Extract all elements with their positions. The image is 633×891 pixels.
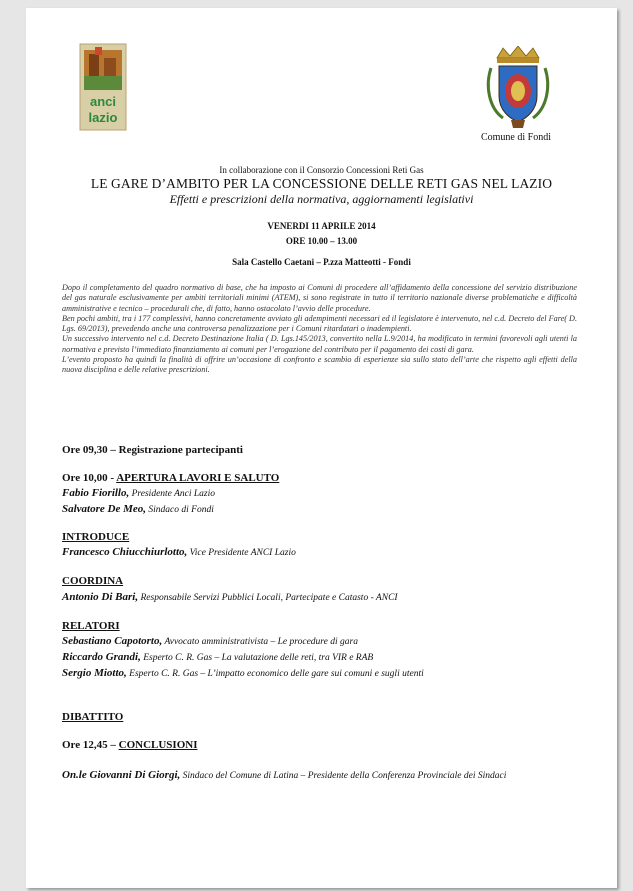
introduce-heading: INTRODUCE <box>62 531 130 543</box>
speaker-name: Francesco Chiucchiurlotto, <box>62 546 188 558</box>
speaker-name: Antonio Di Bari, <box>62 591 139 603</box>
event-venue: Sala Castello Caetani – P.zza Matteotti - Fondi <box>232 257 411 267</box>
opening-line <box>62 472 602 485</box>
document-page <box>26 8 617 888</box>
speaker-name: On.le Giovanni Di Giorgi, <box>62 769 181 781</box>
anci-lazio-logo <box>78 42 128 132</box>
speaker-line <box>62 667 602 681</box>
speaker-name: Sebastiano Capotorto, <box>62 635 163 647</box>
speaker-role: Presidente Anci Lazio <box>129 489 216 499</box>
event-date: VENERDI 11 APRILE 2014 <box>267 221 376 231</box>
speaker-role: Vice Presidente ANCI Lazio <box>187 548 296 558</box>
intro-paragraph: L’evento proposto ha quindi la finalità di offrire un’occasione di confronto e scambio di esperienze sia sullo stato dell’arte che rispetto agli effetti della nuova disciplina e delle relative prescrizioni. <box>62 355 577 375</box>
event-time: ORE 10.00 – 13.00 <box>285 236 358 246</box>
relatori-heading: RELATORI <box>62 620 120 632</box>
fondi-caption: Comune di Fondi <box>480 132 551 143</box>
intro-paragraph: Dopo il completamento del quadro normativo di base, che ha imposto ai Comuni di procedere all’affidamento della concessione del servizio distribuzione del gas naturale esclusivamente per ambiti territoriali minimi (ATEM), si sono registrate in tutto il territorio nazionale diverse problematiche e difficoltà amministrative e tecnico – procedurali che, di fatto, hanno ostacolato l’avvio delle procedure. <box>62 283 577 313</box>
speaker-line <box>62 591 602 605</box>
intro-paragraph: Un successivo intervento nel c.d. Decreto Destinazione Italia ( D. Lgs.145/2013, convertito nella L.9/2014, ha modificato in termini favorevoli agli utenti la normativa e previsto l’immediato finanziamento ai comuni per l’erogazione del contributo per il pagamento dei costi di gara. <box>62 334 577 354</box>
fondi-crest-icon <box>483 46 553 130</box>
event-title: LE GARE D’AMBITO PER LA CONCESSIONE DELLE RETI GAS NEL LAZIO <box>90 176 553 191</box>
dibattito-heading: DIBATTITO <box>62 711 124 723</box>
event-subtitle: Effetti e prescrizioni della normativa, aggiornamenti legislativi <box>169 192 474 206</box>
anci-text: anci <box>89 94 117 109</box>
speaker-line <box>62 635 602 649</box>
coordina-heading: COORDINA <box>62 575 124 587</box>
speaker-name: Salvatore De Meo, <box>62 503 147 515</box>
conclusioni-time: Ore 12,45 – <box>62 739 119 751</box>
speaker-line <box>62 487 602 501</box>
intro-paragraph: Ben pochi ambiti, tra i 177 complessivi, hanno concretamente avviato gli adempimenti necessari ed il legislatore è intervenuto, nel c.d. Decreto del Fare( D. Lgs. 69/2013), prevedendo anche una controversa penalizzazione per i Comuni ritardatari o inadempienti. <box>62 313 577 334</box>
conclusioni-title: CONCLUSIONI <box>118 739 198 751</box>
intro-text <box>62 283 577 376</box>
speaker-role: Avvocato amministrativista – Le procedure di gara <box>162 637 358 647</box>
speaker-line <box>62 651 602 665</box>
opening-time: Ore 10,00 - <box>62 472 117 484</box>
opening-title: APERTURA LAVORI E SALUTO <box>116 472 280 484</box>
speaker-line <box>62 769 602 783</box>
event-header <box>26 165 617 268</box>
speaker-line <box>62 503 602 517</box>
speaker-role: Esperto C. R. Gas – L’impatto economico delle gare sui comuni e sugli utenti <box>126 669 424 679</box>
conclusioni-line <box>62 739 602 752</box>
speaker-role: Sindaco del Comune di Latina – Presidente della Conferenza Provinciale dei Sindaci <box>180 771 507 781</box>
speaker-name: Fabio Fiorillo, <box>62 487 130 499</box>
speaker-name: Riccardo Grandi, <box>62 651 141 663</box>
speaker-role: Sindaco di Fondi <box>146 505 214 515</box>
speaker-role: Responsabile Servizi Pubblici Locali, Partecipate e Catasto - ANCI <box>138 593 398 603</box>
collaboration-line: In collaborazione con il Consorzio Concessioni Reti Gas <box>219 165 424 175</box>
lazio-text: lazio <box>88 110 118 125</box>
speaker-role: Esperto C. R. Gas – La valutazione delle reti, tra VIR e RAB <box>140 653 374 663</box>
registration-line: Ore 09,30 – Registrazione partecipanti <box>62 444 243 456</box>
speaker-line <box>62 546 602 560</box>
speaker-name: Sergio Miotto, <box>62 667 127 679</box>
